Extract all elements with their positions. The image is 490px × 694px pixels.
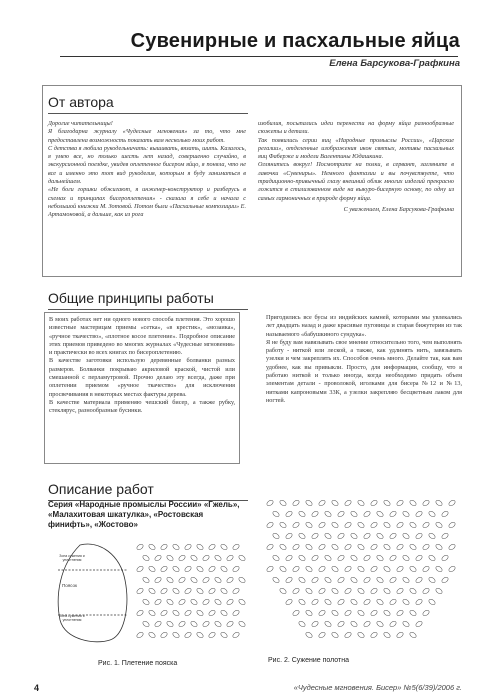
bead-mark (136, 565, 144, 573)
principles-paragraph: В качестве заготовки использую деревянные болванки разных размеров. Болванки покрываю акриловой краской, чистой или смешанной с перламутровой. Прочно делаю эту всегда, даже при оплетении приемом «ручное ткачество» для исключения просвечивания в некоторых местах фактуры дерева. (49, 357, 235, 398)
figure-2-pattern (262, 495, 462, 650)
bead-mark (337, 554, 345, 562)
author-left-column (48, 120, 246, 220)
fig2-bead-grid (266, 499, 456, 639)
bead-mark (285, 532, 293, 540)
bead-mark (350, 554, 358, 562)
bead-mark (448, 499, 456, 507)
bead-mark (311, 510, 319, 518)
bead-mark (136, 543, 144, 551)
bead-mark (350, 598, 358, 606)
bead-mark (232, 587, 240, 595)
bead-mark (305, 499, 313, 507)
bead-mark (154, 554, 162, 562)
bead-mark (415, 532, 423, 540)
bead-mark (344, 631, 352, 639)
bead-mark (166, 554, 174, 562)
bead-mark (154, 620, 162, 628)
bead-mark (409, 521, 417, 529)
bead-mark (318, 521, 326, 529)
bead-mark (190, 554, 198, 562)
fig1-bead-grid (136, 543, 246, 639)
bead-mark (305, 631, 313, 639)
bead-mark (422, 543, 430, 551)
author-paragraph: «Не боги горшки обжигают, я инженер-конструктор и разберусь в схемах и принципах бисероплетения» - сказала я себе и начала с небольшой книжки М. Зотовой. Потом были «Пасхальные композиции» Е. Артамоновой, а дальше, как из рога (48, 186, 246, 219)
bead-mark (298, 576, 306, 584)
bead-mark (350, 576, 358, 584)
principles-paragraph: Пригодились все бусы из индийских камней, которыми мы увлекались лет двадцать назад и даже красивые пуговицы и старая бижутерия из так называемого «бабушкиного сундука». (266, 314, 462, 338)
bead-mark (202, 554, 210, 562)
bead-mark (357, 521, 365, 529)
bead-mark (318, 609, 326, 617)
bead-mark (178, 576, 186, 584)
bead-mark (363, 598, 371, 606)
bead-mark (376, 532, 384, 540)
bead-mark (318, 499, 326, 507)
bead-mark (208, 587, 216, 595)
principles-heading-rule (48, 309, 248, 310)
bead-mark (160, 609, 168, 617)
bead-mark (389, 620, 397, 628)
bead-mark (202, 620, 210, 628)
bead-mark (172, 609, 180, 617)
bead-mark (178, 554, 186, 562)
bead-mark (383, 499, 391, 507)
bead-mark (363, 576, 371, 584)
bead-mark (324, 620, 332, 628)
bead-mark (331, 543, 339, 551)
bead-mark (318, 587, 326, 595)
bead-mark (350, 620, 358, 628)
bead-mark (266, 521, 274, 529)
bead-mark (305, 587, 313, 595)
bead-mark (402, 620, 410, 628)
bead-mark (318, 565, 326, 573)
bead-mark (415, 554, 423, 562)
bead-mark (357, 499, 365, 507)
bead-mark (448, 543, 456, 551)
bead-mark (196, 587, 204, 595)
bead-mark (220, 543, 228, 551)
bead-mark (279, 499, 287, 507)
bead-mark (226, 576, 234, 584)
bead-mark (285, 554, 293, 562)
bead-mark (196, 631, 204, 639)
bead-mark (448, 521, 456, 529)
author-name: Елена Барсукова-Графкина (329, 58, 460, 69)
bead-mark (318, 631, 326, 639)
author-paragraph: С детства я любила рукодельничать: вышивать, вязать, шить. Казалось, я умею все, но только шесть лет назад, совершенно случайно, в экскурсионной поездке, увидев оплетенное бисером яйцо, я поняла, что не все и именно это тот вид рукоделия, которым я буду заниматься в дальнейшем. (48, 144, 246, 186)
principles-paragraph: В моих работах нет ни одного нового способа плетения. Это хорошо известные мастерицам приемы «сетка», «в крестик», «мозаика», «ручное ткачество», «плотное косое плетение». Подробное описание этих приемов приведено во многих журналах «Чудесные мгновения» и практически во всех книгах по бисероплетению. (49, 316, 235, 357)
bead-mark (148, 543, 156, 551)
bead-mark (357, 587, 365, 595)
bead-mark (376, 510, 384, 518)
bead-mark (396, 543, 404, 551)
bead-mark (279, 587, 287, 595)
bead-mark (160, 565, 168, 573)
bead-mark (184, 543, 192, 551)
bead-mark (337, 620, 345, 628)
bead-mark (305, 609, 313, 617)
bead-mark (226, 620, 234, 628)
bead-mark (202, 576, 210, 584)
page-number: 4 (34, 683, 40, 693)
bead-mark (331, 587, 339, 595)
bead-mark (370, 631, 378, 639)
bead-mark (142, 554, 150, 562)
bead-mark (389, 532, 397, 540)
bead-mark (435, 565, 443, 573)
bead-mark (292, 543, 300, 551)
bead-mark (396, 609, 404, 617)
bead-mark (435, 521, 443, 529)
author-paragraph: Оглянитесь вокруг! Посмотрите на полки, в сервант, загляните в лавочки «Сувениры». Немного фантазии и вы почувствуете, что традиционно-привычный глазу внешний облик многих изделий прекрасно ложится в стилизованном виде на выкуро-бисерную основу, по одну из самых гармоничных в природе форму яйца. (258, 161, 454, 202)
bead-mark (285, 598, 293, 606)
bead-mark (305, 565, 313, 573)
bead-mark (298, 510, 306, 518)
bead-mark (298, 554, 306, 562)
bead-mark (409, 631, 417, 639)
bead-mark (166, 576, 174, 584)
bead-mark (415, 576, 423, 584)
bead-mark (142, 620, 150, 628)
bead-mark (232, 543, 240, 551)
bead-mark (344, 565, 352, 573)
bead-mark (428, 598, 436, 606)
bead-mark (396, 521, 404, 529)
bead-mark (208, 565, 216, 573)
author-paragraph: Так появились серии яиц «Народные промыслы России», «Царские регалии», отделенные изображения икон святых, мотивы пасхальных яиц Фаберже и модели Валентины Юдашкина. (258, 136, 454, 161)
bead-mark (226, 554, 234, 562)
bead-mark (331, 609, 339, 617)
author-paragraph: изобилия, посыпались идеи перенести на форму яйца разнообразные сюжеты и детали. (258, 120, 454, 136)
bead-mark (232, 565, 240, 573)
bead-mark (184, 587, 192, 595)
bead-mark (370, 543, 378, 551)
bead-mark (324, 554, 332, 562)
bead-mark (383, 631, 391, 639)
bead-mark (178, 598, 186, 606)
bead-mark (428, 510, 436, 518)
bead-mark (311, 620, 319, 628)
bead-mark (238, 598, 246, 606)
bead-mark (208, 543, 216, 551)
bead-mark (266, 565, 274, 573)
bead-mark (331, 565, 339, 573)
bead-mark (148, 565, 156, 573)
bead-mark (190, 620, 198, 628)
bead-mark (214, 598, 222, 606)
description-heading: Описание работ (48, 481, 154, 497)
bead-mark (376, 554, 384, 562)
bead-mark (415, 510, 423, 518)
bead-mark (441, 510, 449, 518)
bead-mark (383, 587, 391, 595)
bead-mark (272, 532, 280, 540)
bead-mark (344, 499, 352, 507)
bead-mark (363, 620, 371, 628)
bead-mark (324, 532, 332, 540)
bead-mark (220, 587, 228, 595)
bead-mark (441, 532, 449, 540)
fig1-label-bottom: Зона сужения и уплотнения (59, 614, 85, 622)
fig1-label-mid: Поясок (62, 583, 77, 588)
bead-mark (337, 576, 345, 584)
bead-mark (172, 543, 180, 551)
bead-mark (370, 609, 378, 617)
bead-mark (298, 532, 306, 540)
bead-mark (279, 543, 287, 551)
bead-mark (136, 587, 144, 595)
bead-mark (422, 587, 430, 595)
bead-mark (214, 554, 222, 562)
bead-mark (337, 598, 345, 606)
bead-mark (305, 521, 313, 529)
bead-mark (324, 598, 332, 606)
bead-mark (422, 499, 430, 507)
bead-mark (266, 543, 274, 551)
bead-mark (383, 565, 391, 573)
bead-mark (337, 532, 345, 540)
principles-right-column (266, 314, 462, 405)
bead-mark (142, 576, 150, 584)
bead-mark (402, 532, 410, 540)
bead-mark (208, 631, 216, 639)
bead-mark (292, 565, 300, 573)
bead-mark (428, 576, 436, 584)
bead-mark (370, 565, 378, 573)
bead-mark (172, 631, 180, 639)
magazine-footer: «Чудесные мгновения. Бисер» №5(6/39)/2006 г. (293, 683, 462, 692)
bead-mark (196, 543, 204, 551)
bead-mark (279, 521, 287, 529)
bead-mark (337, 510, 345, 518)
bead-mark (238, 554, 246, 562)
page-title: Сувенирные и пасхальные яйца (130, 30, 460, 52)
bead-mark (409, 499, 417, 507)
bead-mark (148, 587, 156, 595)
bead-mark (435, 499, 443, 507)
bead-mark (370, 521, 378, 529)
bead-mark (272, 576, 280, 584)
bead-mark (160, 631, 168, 639)
bead-mark (383, 521, 391, 529)
series-title: Серия «Народные промыслы России» «Гжель», «Малахитовая шкатулка», «Ростовская финифть», «Жостово» (48, 500, 240, 529)
author-paragraph: Дорогие читательницы! (48, 120, 113, 127)
bead-mark (266, 499, 274, 507)
bead-mark (396, 587, 404, 595)
bead-mark (190, 598, 198, 606)
bead-mark (214, 620, 222, 628)
bead-mark (350, 510, 358, 518)
bead-mark (238, 620, 246, 628)
bead-mark (311, 598, 319, 606)
bead-mark (136, 609, 144, 617)
bead-mark (344, 587, 352, 595)
bead-mark (238, 576, 246, 584)
fig1-label-top: Зона сужения и уплотнения (59, 554, 85, 562)
bead-mark (363, 532, 371, 540)
bead-mark (389, 510, 397, 518)
bead-mark (196, 565, 204, 573)
bead-mark (324, 576, 332, 584)
bead-mark (272, 510, 280, 518)
bead-mark (422, 565, 430, 573)
author-heading-rule (48, 113, 248, 114)
bead-mark (202, 598, 210, 606)
bead-mark (357, 631, 365, 639)
title-rule (60, 56, 458, 57)
bead-mark (376, 620, 384, 628)
bead-mark (184, 631, 192, 639)
bead-mark (402, 510, 410, 518)
bead-mark (402, 576, 410, 584)
bead-mark (428, 554, 436, 562)
bead-mark (409, 543, 417, 551)
author-signature: С уважением, Елена Барсукова-Графкина (343, 205, 454, 213)
bead-mark (285, 576, 293, 584)
bead-mark (383, 543, 391, 551)
bead-mark (370, 587, 378, 595)
bead-mark (331, 499, 339, 507)
bead-mark (178, 620, 186, 628)
principles-paragraph: Я не буду вам навязывать свое мнение относительно того, чем выполнять работу - ниткой или леской, а также, как удлинять нить, завязывать узелки и чем закреплять их. Способов очень много. Делайте так, как вам удобнее, как вы привыкли. Просто, для информации, сообщу, что я работаю ниткой и только иногда, когда необходимо придать объем элементам детали - проволокой, иголками для бисера №12 и №13, нитками капроновыми 33К, а узелки закрепляю бесцветным лаком для ногтей. (266, 338, 462, 404)
bead-mark (311, 554, 319, 562)
bead-mark (232, 609, 240, 617)
bead-mark (448, 565, 456, 573)
bead-mark (272, 554, 280, 562)
bead-mark (357, 609, 365, 617)
bead-mark (184, 609, 192, 617)
principles-heading: Общие принципы работы (48, 290, 214, 306)
principles-paragraph: В качестве материала применяю чешский бисер, а также рубку, стеклярус, разнообразные бусинки. (49, 398, 235, 415)
bead-mark (422, 609, 430, 617)
bead-mark (376, 576, 384, 584)
bead-mark (148, 609, 156, 617)
bead-mark (298, 620, 306, 628)
bead-mark (396, 499, 404, 507)
bead-mark (324, 510, 332, 518)
bead-mark (331, 631, 339, 639)
bead-mark (214, 576, 222, 584)
bead-mark (311, 532, 319, 540)
bead-mark (389, 598, 397, 606)
bead-mark (370, 499, 378, 507)
bead-mark (357, 565, 365, 573)
bead-mark (422, 521, 430, 529)
bead-mark (357, 543, 365, 551)
bead-mark (415, 598, 423, 606)
bead-mark (409, 609, 417, 617)
bead-mark (435, 587, 443, 595)
bead-mark (292, 587, 300, 595)
bead-mark (396, 631, 404, 639)
bead-mark (196, 609, 204, 617)
bead-mark (292, 521, 300, 529)
author-right-column (258, 120, 454, 214)
bead-mark (220, 609, 228, 617)
bead-mark (415, 620, 423, 628)
bead-mark (166, 598, 174, 606)
bead-mark (166, 620, 174, 628)
bead-mark (232, 631, 240, 639)
bead-mark (344, 521, 352, 529)
bead-mark (441, 576, 449, 584)
author-heading: От автора (48, 94, 114, 110)
bead-mark (220, 565, 228, 573)
bead-mark (142, 598, 150, 606)
bead-mark (226, 598, 234, 606)
bead-mark (428, 532, 436, 540)
bead-mark (172, 565, 180, 573)
bead-mark (305, 543, 313, 551)
figure-2-caption: Рис. 2. Сужение полотна (268, 657, 349, 664)
principles-left-column (44, 312, 240, 464)
bead-mark (396, 565, 404, 573)
bead-mark (363, 554, 371, 562)
bead-mark (208, 609, 216, 617)
bead-mark (172, 587, 180, 595)
bead-mark (344, 609, 352, 617)
bead-mark (389, 554, 397, 562)
bead-mark (190, 576, 198, 584)
bead-mark (136, 631, 144, 639)
bead-mark (279, 565, 287, 573)
bead-mark (383, 609, 391, 617)
bead-mark (402, 598, 410, 606)
bead-mark (331, 521, 339, 529)
bead-mark (363, 510, 371, 518)
bead-mark (292, 609, 300, 617)
bead-mark (350, 532, 358, 540)
bead-mark (292, 499, 300, 507)
figure-1-pattern (40, 535, 250, 655)
bead-mark (376, 598, 384, 606)
bead-mark (148, 631, 156, 639)
bead-mark (298, 598, 306, 606)
author-paragraph: Я благодарна журналу «Чудесные мгновения» за то, что мне предоставлена возможность показать вам несколько моих работ. (48, 128, 246, 144)
bead-mark (441, 554, 449, 562)
bead-mark (389, 576, 397, 584)
bead-mark (402, 554, 410, 562)
bead-mark (160, 587, 168, 595)
bead-mark (154, 576, 162, 584)
bead-mark (409, 565, 417, 573)
bead-mark (220, 631, 228, 639)
bead-mark (154, 598, 162, 606)
bead-mark (344, 543, 352, 551)
bead-mark (311, 576, 319, 584)
bead-mark (184, 565, 192, 573)
bead-mark (285, 510, 293, 518)
figure-1-caption: Рис. 1. Плетение пояска (98, 660, 178, 667)
bead-mark (318, 543, 326, 551)
bead-mark (160, 543, 168, 551)
bead-mark (435, 543, 443, 551)
bead-mark (409, 587, 417, 595)
